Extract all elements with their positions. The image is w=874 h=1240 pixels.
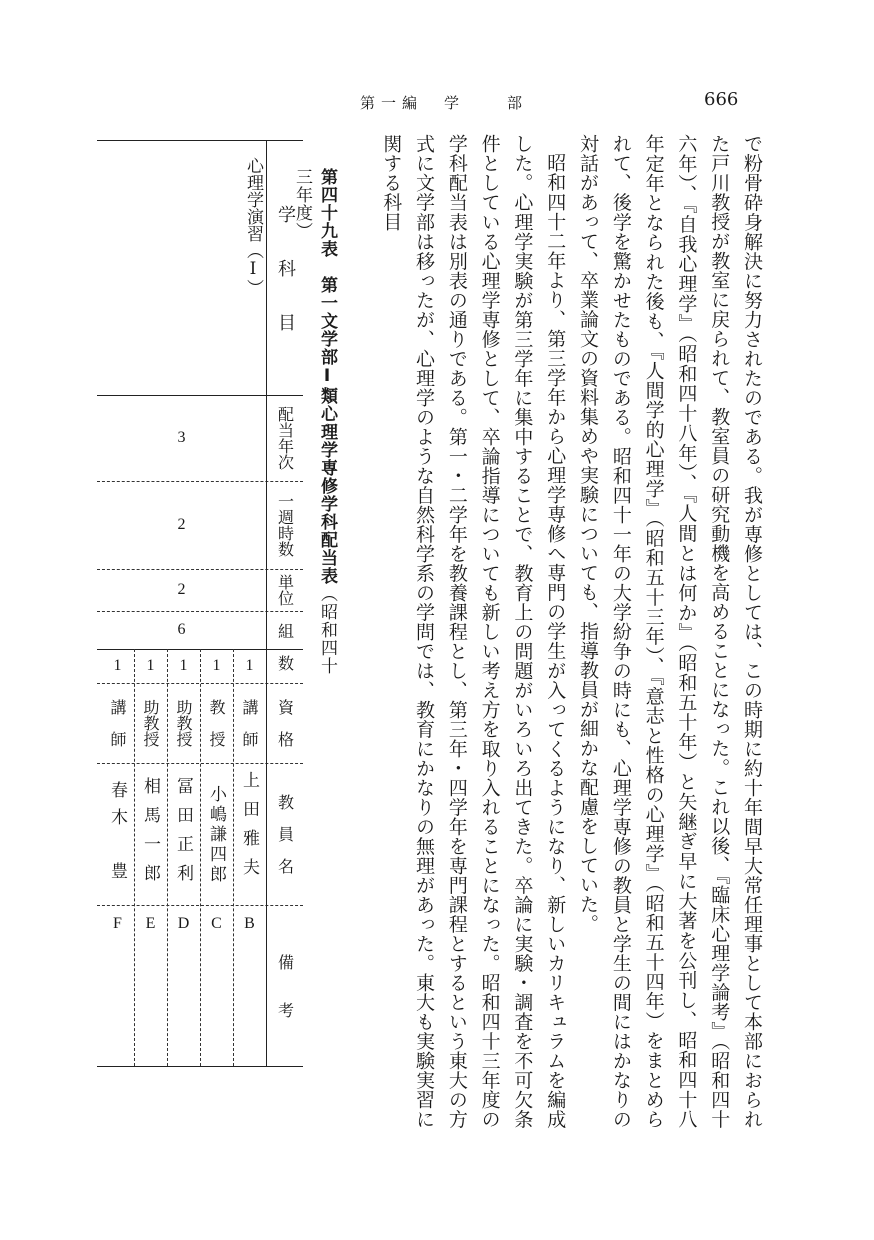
group-count: 1	[113, 657, 122, 674]
course-groups: 6	[177, 621, 186, 638]
remark: B	[244, 915, 255, 932]
body-paragraph: で粉骨砕身解決に努力されたのである。我が専修としては、この時期に約十年間早大常任理事として本部におられた戸川教授が教室に戻られて、教室員の研究動機を高めることになった。これ以後、『臨床心理学論考』（昭和四十六年）、『自我心理学』（昭和四十八年）、『人間とは何か』（昭和五十年）と矢継ぎ早に大著を公刊し、昭和四十八年定年となられた後も、『人間学的心理学』（昭和五十三年）、『意志と性格の心理学』（昭和五十四年）をまとめられて、後学を驚かせたものである。昭和四十一年の大学紛争の時にも、心理学専修の教員と学生の間にはかなりの対話があって、卒業論文の資料集めや実験についても、指導教員が細かな配慮をしていた。	[577, 134, 763, 1130]
allocation-table	[97, 140, 303, 1067]
teacher-name: 上田雅夫	[239, 771, 259, 887]
teacher-name: 春木 豊	[107, 781, 127, 889]
qualification: 講 師	[108, 699, 127, 747]
table-title: 第四十九表 第一文学部Ⅰ類心理学専修学科配当表	[317, 168, 337, 585]
header-teacher: 教 員 名	[275, 794, 295, 874]
remark: D	[177, 915, 190, 932]
teacher-name: 小嶋謙四郎	[206, 785, 226, 885]
table-caption	[292, 168, 340, 688]
group-count: 1	[146, 657, 155, 674]
header-units: 単位	[275, 574, 295, 606]
header-qualification: 資 格	[275, 699, 295, 747]
teacher-name: 相馬一郎	[140, 777, 160, 893]
remark: E	[145, 915, 156, 932]
header-remarks: 備 考	[275, 953, 295, 1018]
table-title-year: （昭和四十三年度）	[292, 168, 337, 675]
teacher-name: 冨田正利	[173, 777, 193, 893]
header-weekly-hours: 一週時数	[275, 493, 295, 557]
course-hours: 2	[177, 516, 186, 533]
remark: C	[211, 915, 222, 932]
group-count: 1	[179, 657, 188, 674]
qualification: 助教授	[141, 699, 160, 747]
qualification: 講 師	[240, 699, 259, 747]
body-text	[348, 134, 768, 1129]
course-units: 2	[177, 581, 186, 598]
header-year: 配当年次	[275, 406, 295, 470]
header-groups: 組 数	[275, 623, 295, 671]
group-count: 1	[212, 657, 221, 674]
course-year: 3	[177, 429, 186, 446]
remark: F	[113, 915, 122, 932]
body-paragraph: 昭和四十二年より、第三学年から心理学専修へ専門の学生が入ってくるようになり、新しいカリキュラムを編成した。心理学実験が第三学年に集中することで、教育上の問題がいろいろ出てきた。卒論に実験・調査を不可欠条件としている心理学専修として、卒論指導についても新しい考え方を取り入れることになった。昭和四十三年度の学科配当表は別表の通りである。第一・二学年を教養課程とし、第三年・四学年を専門課程とするという東大の方式に文学部は移ったが、心理学のような自然科学系の学問では、教育にかなりの無理があった。東大も実験実習に関する科目	[380, 134, 567, 1130]
group-count: 1	[245, 657, 254, 674]
running-header: 第一編 学 部	[360, 94, 529, 112]
page-number: 666	[704, 89, 739, 110]
header-subject: 学 科 目	[275, 205, 296, 331]
course-subject: 心理学演習（Ⅰ）	[243, 156, 263, 296]
qualification: 教 授	[207, 699, 226, 747]
qualification: 助教授	[174, 699, 193, 747]
